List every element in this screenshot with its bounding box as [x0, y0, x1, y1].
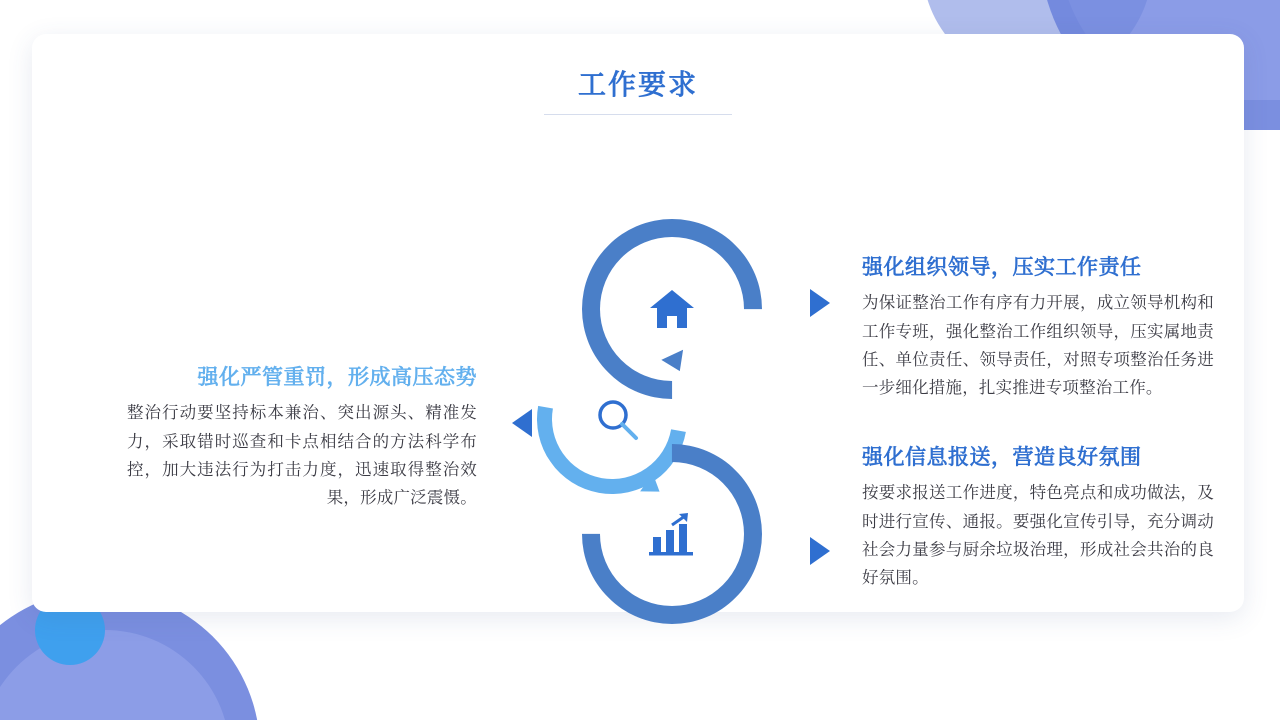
- search-icon: [582, 384, 652, 454]
- content-block-enforcement: [127, 364, 477, 513]
- home-icon: [632, 269, 712, 349]
- center-graphic: [537, 204, 797, 624]
- content-body: 整治行动要坚持标本兼治、突出源头、精准发力，采取错时巡查和卡点相结合的方法科学布控，加大违法行为打击力度，迅速取得整治效果，形成广泛震慑。: [127, 404, 477, 508]
- page-title-wrapper: [32, 68, 1244, 115]
- bar-chart-growth-icon: [632, 494, 712, 574]
- pointer-triangle-right-1: [810, 289, 830, 317]
- content-heading: 强化严管重罚，形成高压态势: [197, 366, 477, 389]
- content-heading: 强化信息报送，营造良好氛围: [862, 446, 1142, 469]
- content-body: 按要求报送工作进度，特色亮点和成功做法，及时进行宣传、通报。要强化宣传引导，充分调动社会力量参与厨余垃圾治理，形成社会共治的良好氛围。: [862, 484, 1214, 588]
- content-block-information: [862, 444, 1214, 593]
- pointer-triangle-right-2: [810, 537, 830, 565]
- content-heading: 强化组织领导，压实工作责任: [862, 256, 1142, 279]
- content-block-organization: [862, 254, 1214, 403]
- pointer-triangle-left: [512, 409, 532, 437]
- slide-card: [32, 34, 1244, 612]
- page-title: 工作要求: [544, 68, 732, 115]
- content-body: 为保证整治工作有序有力开展，成立领导机构和工作专班，强化整治工作组织领导，压实属地责任、单位责任、领导责任，对照专项整治任务进一步细化措施，扎实推进专项整治工作。: [862, 294, 1214, 398]
